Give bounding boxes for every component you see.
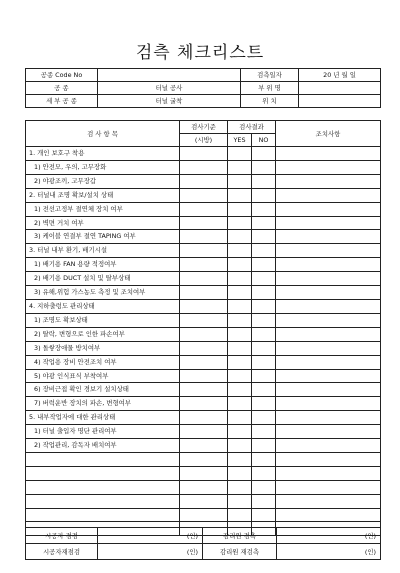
no-cell[interactable] <box>252 466 276 480</box>
yes-cell[interactable] <box>228 466 252 480</box>
criteria-cell[interactable] <box>180 397 228 411</box>
yes-cell[interactable] <box>228 494 252 508</box>
check-item: 7) 버럭운반 장치의 파손, 변형여부 <box>26 397 180 411</box>
yes-cell[interactable] <box>228 383 252 397</box>
criteria-cell[interactable] <box>180 439 228 453</box>
signature-field[interactable]: (인) <box>277 528 381 544</box>
criteria-cell[interactable] <box>180 466 228 480</box>
no-cell[interactable] <box>252 369 276 383</box>
checklist-row <box>26 452 381 466</box>
criteria-cell[interactable] <box>180 341 228 355</box>
criteria-cell[interactable] <box>180 355 228 369</box>
checklist-row <box>26 439 381 453</box>
action-cell[interactable] <box>276 202 381 216</box>
check-item: 3) 돌쌓장애물 방치여부 <box>26 341 180 355</box>
signature-field[interactable]: (인) <box>98 544 203 560</box>
yes-cell[interactable] <box>228 355 252 369</box>
signature-field[interactable]: (인) <box>98 528 203 544</box>
action-cell[interactable] <box>276 425 381 439</box>
info-label: 공 종 <box>26 82 98 95</box>
action-cell[interactable] <box>276 188 381 202</box>
criteria-cell[interactable] <box>180 508 228 522</box>
criteria-cell[interactable] <box>180 258 228 272</box>
criteria-cell[interactable] <box>180 452 228 466</box>
action-cell[interactable] <box>276 327 381 341</box>
criteria-cell[interactable] <box>180 286 228 300</box>
action-cell[interactable] <box>276 494 381 508</box>
yes-cell[interactable] <box>228 202 252 216</box>
check-item: 1) 안전모, 우의, 고무장화 <box>26 160 180 174</box>
criteria-cell[interactable] <box>180 202 228 216</box>
criteria-cell[interactable] <box>180 327 228 341</box>
action-cell[interactable] <box>276 230 381 244</box>
checklist-row <box>26 147 381 161</box>
info-value[interactable]: 20 년 월 일 <box>299 69 381 82</box>
checklist-row <box>26 327 381 341</box>
no-cell[interactable] <box>252 160 276 174</box>
checklist-row <box>26 258 381 272</box>
action-cell[interactable] <box>276 160 381 174</box>
no-cell[interactable] <box>252 327 276 341</box>
criteria-cell[interactable] <box>180 272 228 286</box>
yes-cell[interactable] <box>228 147 252 161</box>
no-cell[interactable] <box>252 147 276 161</box>
yes-cell[interactable] <box>228 425 252 439</box>
check-item: 5) 야광 인식표식 부착여부 <box>26 369 180 383</box>
action-cell[interactable] <box>276 258 381 272</box>
check-item: 2. 터널내 조명 확보/설치 상태 <box>26 188 180 202</box>
no-cell[interactable] <box>252 216 276 230</box>
criteria-cell[interactable] <box>180 160 228 174</box>
check-item: 2) 배기용 DUCT 설치 및 탈부상태 <box>26 272 180 286</box>
no-cell[interactable] <box>252 425 276 439</box>
yes-cell[interactable] <box>228 188 252 202</box>
header-result: 검사결과 <box>228 121 276 134</box>
criteria-cell[interactable] <box>180 174 228 188</box>
criteria-cell[interactable] <box>180 494 228 508</box>
criteria-cell[interactable] <box>180 425 228 439</box>
check-item: 1. 개인 보호구 착용 <box>26 147 180 161</box>
check-item <box>26 466 180 480</box>
no-cell[interactable] <box>252 244 276 258</box>
no-cell[interactable] <box>252 480 276 494</box>
action-cell[interactable] <box>276 411 381 425</box>
criteria-cell[interactable] <box>180 230 228 244</box>
info-value[interactable] <box>98 69 241 82</box>
signature-label: 감리원 검측 <box>203 528 277 544</box>
no-cell[interactable] <box>252 286 276 300</box>
checklist-row <box>26 230 381 244</box>
signature-label: 시공자재점검 <box>26 544 98 560</box>
check-item: 3) 유해,위험 가스농도 측정 및 조치여부 <box>26 286 180 300</box>
check-item: 1) 조명도 확보상태 <box>26 313 180 327</box>
check-item <box>26 494 180 508</box>
header-yes: YES <box>228 134 252 147</box>
info-label: 세 부 공 종 <box>26 95 98 108</box>
check-item: 2) 야광조끼, 고무장갑 <box>26 174 180 188</box>
info-label: 부 위 명 <box>241 82 299 95</box>
yes-cell[interactable] <box>228 411 252 425</box>
header-no: NO <box>252 134 276 147</box>
criteria-cell[interactable] <box>180 383 228 397</box>
no-cell[interactable] <box>252 188 276 202</box>
checklist-table <box>25 120 381 536</box>
check-item: 1) 전선고정부 절연체 장치 여부 <box>26 202 180 216</box>
checklist-row <box>26 383 381 397</box>
check-item: 4. 지하출렁도 관리상태 <box>26 299 180 313</box>
no-cell[interactable] <box>252 174 276 188</box>
action-cell[interactable] <box>276 480 381 494</box>
action-cell[interactable] <box>276 439 381 453</box>
check-item: 3. 터널 내부 환기, 배기시설 <box>26 244 180 258</box>
action-cell[interactable] <box>276 397 381 411</box>
no-cell[interactable] <box>252 452 276 466</box>
no-cell[interactable] <box>252 439 276 453</box>
action-cell[interactable] <box>276 369 381 383</box>
no-cell[interactable] <box>252 313 276 327</box>
action-cell[interactable] <box>276 244 381 258</box>
action-cell[interactable] <box>276 286 381 300</box>
yes-cell[interactable] <box>228 480 252 494</box>
criteria-cell[interactable] <box>180 216 228 230</box>
checklist-row <box>26 411 381 425</box>
info-label: 검측일자 <box>241 69 299 82</box>
check-item <box>26 480 180 494</box>
check-item: 3) 케이블 연결부 절연 TAPING 여부 <box>26 230 180 244</box>
checklist-row <box>26 160 381 174</box>
checklist-row <box>26 188 381 202</box>
checklist-row <box>26 369 381 383</box>
criteria-cell[interactable] <box>180 369 228 383</box>
check-item: 2) 작업관리, 감독자 배치여부 <box>26 439 180 453</box>
yes-cell[interactable] <box>228 160 252 174</box>
action-cell[interactable] <box>276 313 381 327</box>
signature-table <box>25 527 381 560</box>
checklist-row <box>26 299 381 313</box>
page-title: 검측 체크리스트 <box>135 43 265 63</box>
checklist-row <box>26 355 381 369</box>
check-item: 1) 터널 출입자 명단 관리여부 <box>26 425 180 439</box>
yes-cell[interactable] <box>228 452 252 466</box>
info-value[interactable] <box>299 82 381 95</box>
checklist-row <box>26 286 381 300</box>
yes-cell[interactable] <box>228 286 252 300</box>
info-value[interactable] <box>299 95 381 108</box>
info-value[interactable]: 터널 공사 <box>98 82 241 95</box>
checklist-row <box>26 397 381 411</box>
checklist-row <box>26 174 381 188</box>
action-cell[interactable] <box>276 299 381 313</box>
action-cell[interactable] <box>276 355 381 369</box>
yes-cell[interactable] <box>228 244 252 258</box>
checklist-body <box>26 147 381 536</box>
action-cell[interactable] <box>276 216 381 230</box>
signature-label: 시공자 점검 <box>26 528 98 544</box>
check-item <box>26 452 180 466</box>
checklist-row <box>26 425 381 439</box>
action-cell[interactable] <box>276 147 381 161</box>
yes-cell[interactable] <box>228 439 252 453</box>
info-value[interactable]: 터널 굴착 <box>98 95 241 108</box>
check-item: 4) 작업용 장비 안전조치 여부 <box>26 355 180 369</box>
criteria-cell[interactable] <box>180 244 228 258</box>
no-cell[interactable] <box>252 230 276 244</box>
checklist-row <box>26 480 381 494</box>
no-cell[interactable] <box>252 341 276 355</box>
action-cell[interactable] <box>276 174 381 188</box>
info-label: 공종 Code No <box>26 69 98 82</box>
no-cell[interactable] <box>252 411 276 425</box>
no-cell[interactable] <box>252 508 276 522</box>
checklist-row <box>26 202 381 216</box>
check-item: 2) 벽면 거치 여부 <box>26 216 180 230</box>
no-cell[interactable] <box>252 397 276 411</box>
no-cell[interactable] <box>252 383 276 397</box>
no-cell[interactable] <box>252 202 276 216</box>
no-cell[interactable] <box>252 258 276 272</box>
checklist-row <box>26 313 381 327</box>
check-item: 6) 장비근접 확인 경보기 설치상태 <box>26 383 180 397</box>
check-item <box>26 508 180 522</box>
no-cell[interactable] <box>252 299 276 313</box>
yes-cell[interactable] <box>228 299 252 313</box>
criteria-cell[interactable] <box>180 299 228 313</box>
header-item: 검 사 항 목 <box>26 121 180 147</box>
yes-cell[interactable] <box>228 272 252 286</box>
yes-cell[interactable] <box>228 508 252 522</box>
checklist-row <box>26 494 381 508</box>
check-item: 2) 탈락, 변형으로 인한 파손여부 <box>26 327 180 341</box>
criteria-cell[interactable] <box>180 480 228 494</box>
yes-cell[interactable] <box>228 230 252 244</box>
yes-cell[interactable] <box>228 174 252 188</box>
header-criteria-sub: (시방) <box>180 134 228 147</box>
check-item: 5. 내부작업자에 대한 관리상태 <box>26 411 180 425</box>
yes-cell[interactable] <box>228 258 252 272</box>
yes-cell[interactable] <box>228 369 252 383</box>
signature-field[interactable]: (인) <box>277 544 381 560</box>
yes-cell[interactable] <box>228 327 252 341</box>
yes-cell[interactable] <box>228 313 252 327</box>
criteria-cell[interactable] <box>180 188 228 202</box>
yes-cell[interactable] <box>228 216 252 230</box>
yes-cell[interactable] <box>228 397 252 411</box>
checklist-row <box>26 508 381 522</box>
yes-cell[interactable] <box>228 341 252 355</box>
checklist-row <box>26 466 381 480</box>
checklist-row <box>26 341 381 355</box>
info-label: 위 치 <box>241 95 299 108</box>
action-cell[interactable] <box>276 383 381 397</box>
checklist-row <box>26 244 381 258</box>
check-item: 1) 배기용 FAN 용량 적정여부 <box>26 258 180 272</box>
header-criteria: 검사기준 <box>180 121 228 134</box>
checklist-row <box>26 216 381 230</box>
criteria-cell[interactable] <box>180 147 228 161</box>
no-cell[interactable] <box>252 355 276 369</box>
signature-label: 감리원 재검측 <box>203 544 277 560</box>
action-cell[interactable] <box>276 508 381 522</box>
criteria-cell[interactable] <box>180 411 228 425</box>
no-cell[interactable] <box>252 494 276 508</box>
action-cell[interactable] <box>276 341 381 355</box>
info-table <box>25 68 381 108</box>
criteria-cell[interactable] <box>180 313 228 327</box>
action-cell[interactable] <box>276 452 381 466</box>
no-cell[interactable] <box>252 272 276 286</box>
header-action: 조치사항 <box>276 121 381 147</box>
action-cell[interactable] <box>276 466 381 480</box>
action-cell[interactable] <box>276 272 381 286</box>
checklist-row <box>26 272 381 286</box>
